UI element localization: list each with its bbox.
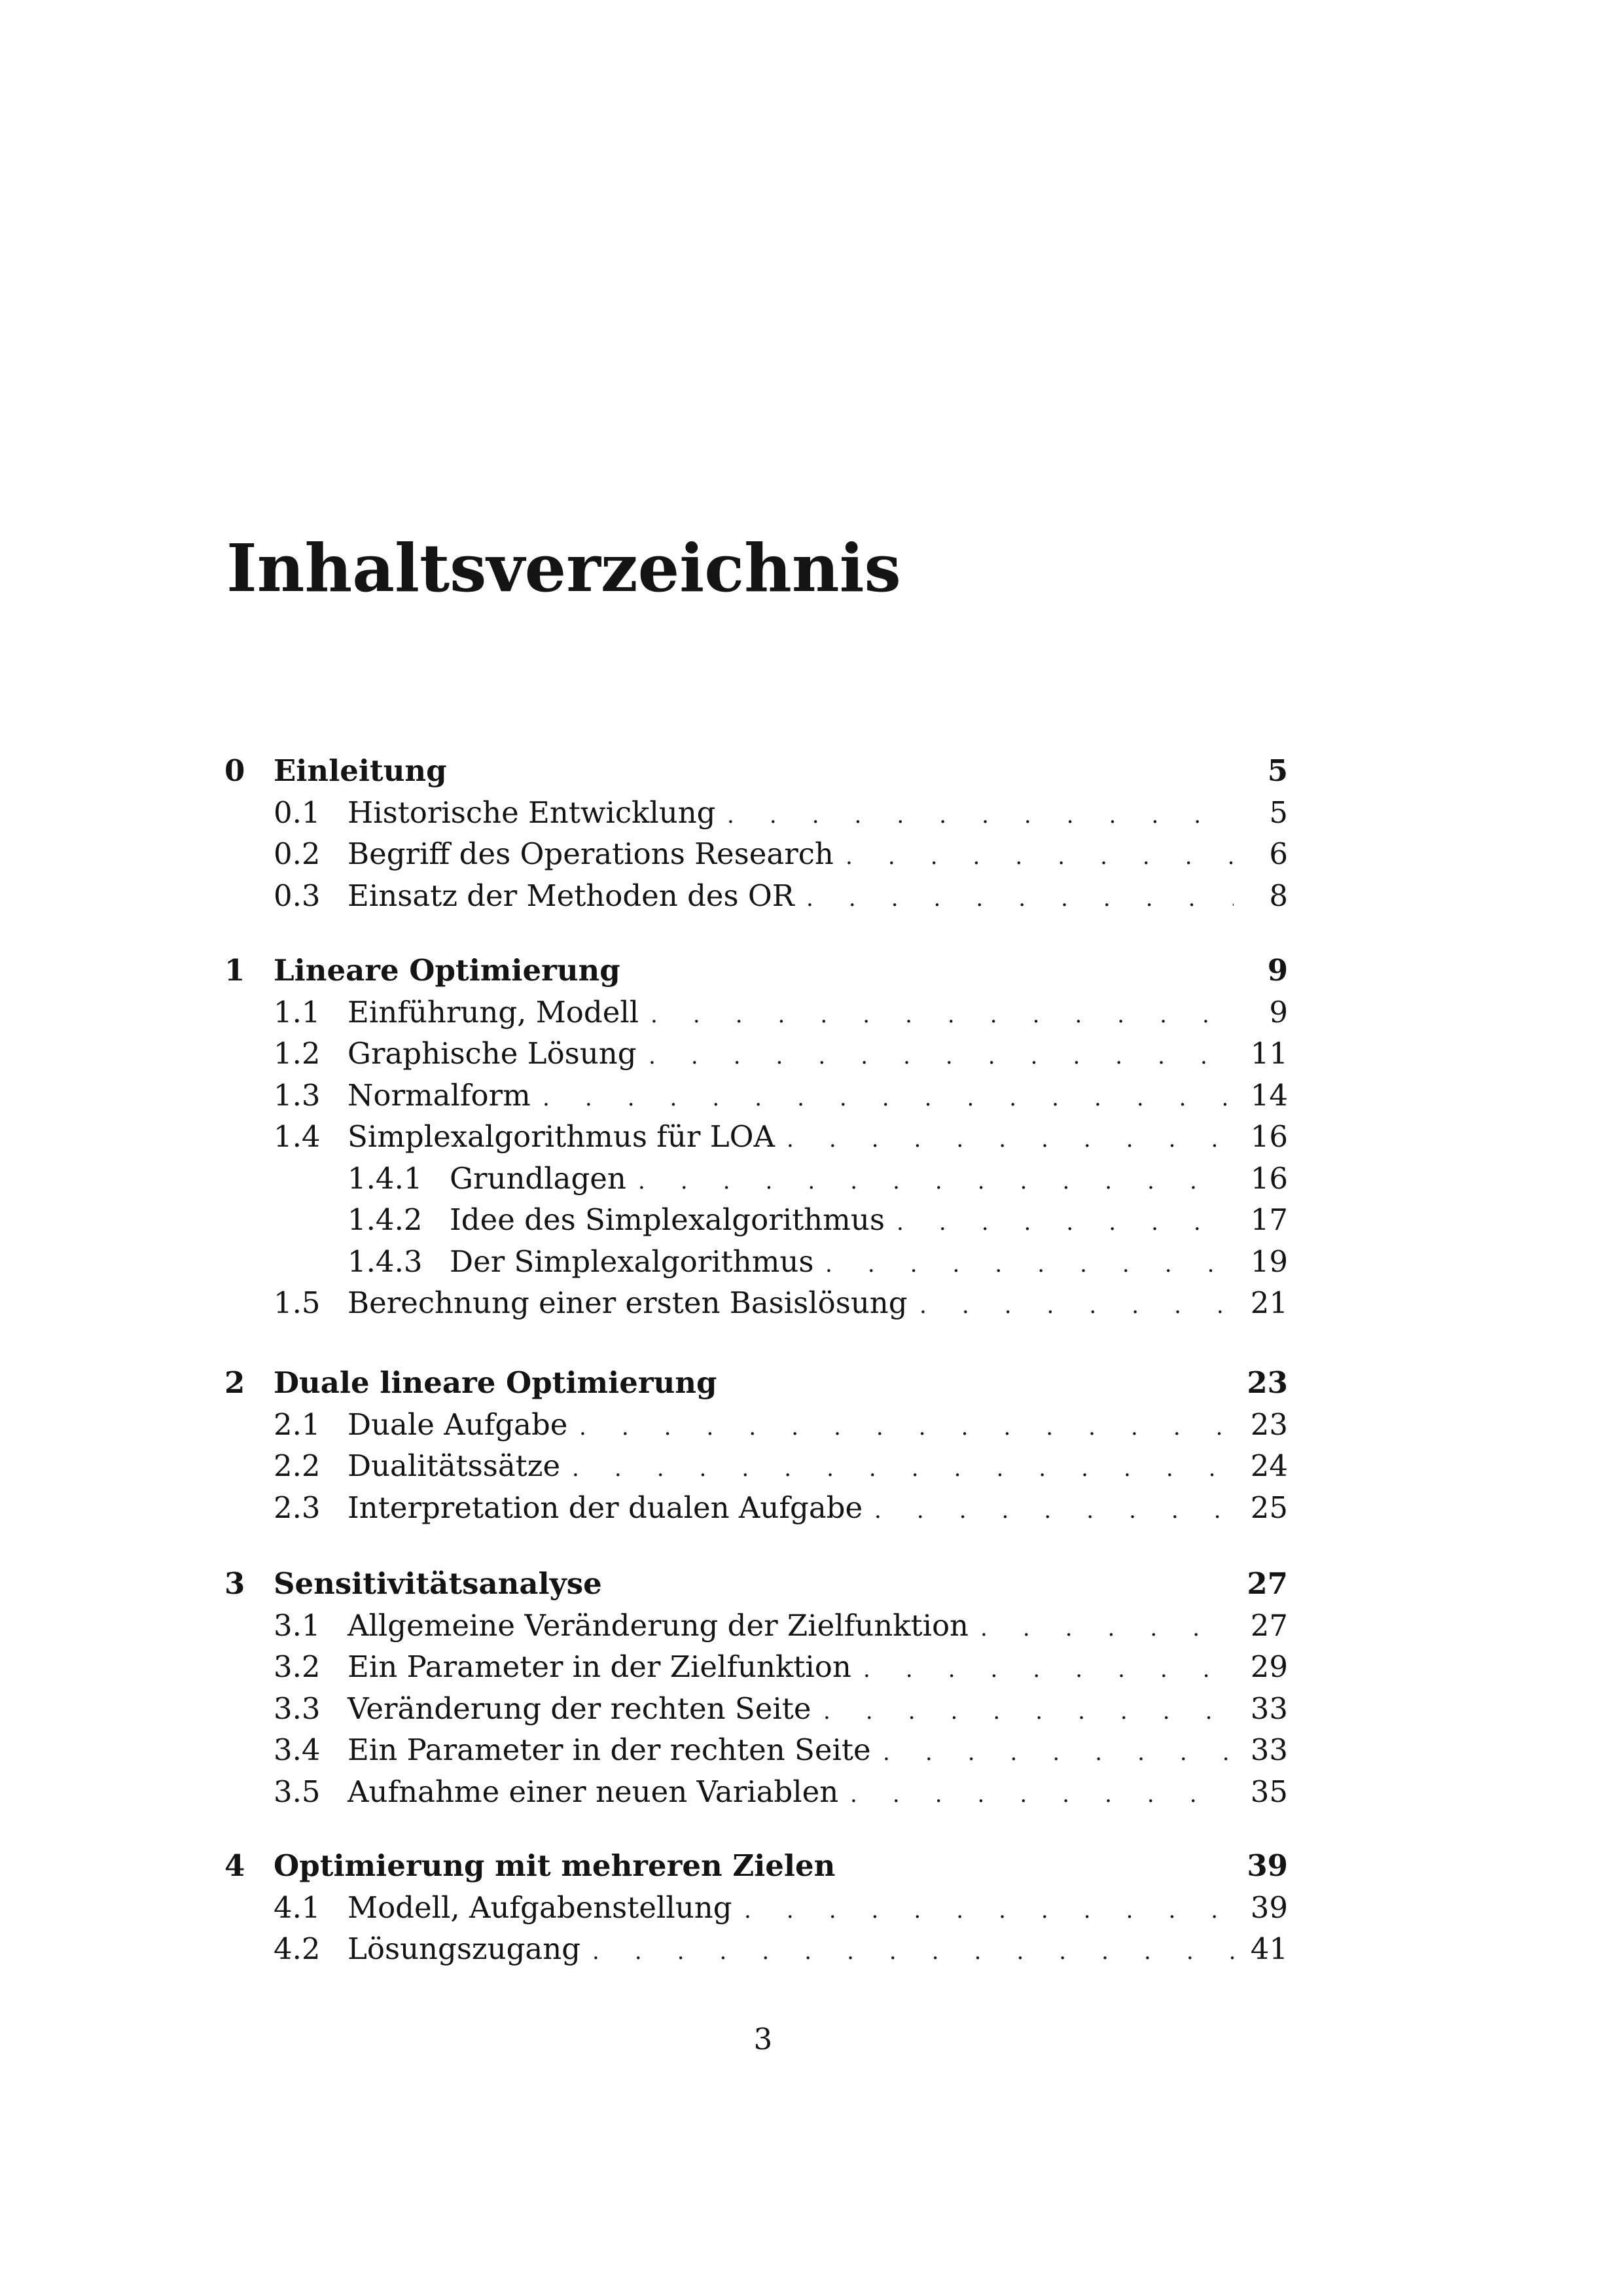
toc-section-entry[interactable] <box>0 836 1623 872</box>
toc-section-entry[interactable] <box>0 1774 1623 1810</box>
toc-section-page: 9 <box>1269 994 1288 1030</box>
dot-leader <box>638 1160 1234 1200</box>
toc-section-entry[interactable] <box>0 1607 1623 1644</box>
footer-page-number: 3 <box>753 2022 773 2056</box>
toc-section-entry[interactable] <box>0 1119 1623 1155</box>
dot-leader <box>980 1607 1234 1647</box>
toc-subsection-number: 1.4.3 <box>348 1244 423 1279</box>
toc-subsection-page: 19 <box>1250 1244 1288 1279</box>
toc-section-entry[interactable] <box>0 1407 1623 1443</box>
toc-section-number: 3.1 <box>274 1607 321 1643</box>
toc-section-entry[interactable] <box>0 994 1623 1031</box>
dot-leader <box>592 1931 1234 1970</box>
toc-section-entry[interactable] <box>0 1890 1623 1926</box>
toc-chapter-title: Einleitung <box>274 753 447 788</box>
toc-section-entry[interactable] <box>0 1649 1623 1685</box>
toc-section-number: 3.5 <box>274 1774 321 1809</box>
toc-section-number: 0.2 <box>274 836 321 871</box>
toc-section-title: Duale Aufgabe <box>348 1407 568 1442</box>
toc-subsection-title: Idee des Simplexalgorithmus <box>450 1202 885 1237</box>
toc-section-number: 2.1 <box>274 1407 321 1442</box>
toc-section-page: 24 <box>1250 1448 1288 1483</box>
toc-section-page: 35 <box>1250 1774 1288 1809</box>
toc-chapter-title: Optimierung mit mehreren Zielen <box>274 1848 836 1883</box>
toc-section-number: 2.3 <box>274 1490 321 1525</box>
dot-leader <box>883 1732 1234 1771</box>
toc-chapter-number: 0 <box>224 753 245 788</box>
toc-section-page: 5 <box>1269 795 1288 830</box>
toc-section-number: 0.1 <box>274 795 321 830</box>
dot-leader <box>649 1035 1234 1075</box>
toc-subsection-number: 1.4.2 <box>348 1202 423 1237</box>
toc-section-page: 29 <box>1250 1649 1288 1684</box>
toc-section-page: 16 <box>1250 1119 1288 1154</box>
toc-section-number: 4.1 <box>274 1890 321 1925</box>
toc-section-title: Modell, Aufgabenstellung <box>348 1890 732 1925</box>
toc-subsection-entry[interactable] <box>0 1244 1623 1280</box>
toc-section-title: Einsatz der Methoden des OR <box>348 878 794 913</box>
toc-chapter-title: Lineare Optimierung <box>274 953 620 988</box>
toc-section-entry[interactable] <box>0 1448 1623 1484</box>
dot-leader <box>897 1202 1234 1241</box>
page-title: Inhaltsverzeichnis <box>226 529 901 607</box>
toc-section-title: Ein Parameter in der Zielfunktion <box>348 1649 851 1684</box>
dot-leader <box>543 1077 1234 1117</box>
toc-section-page: 39 <box>1250 1890 1288 1925</box>
toc-section-page: 14 <box>1250 1077 1288 1113</box>
toc-section-number: 4.2 <box>274 1931 321 1966</box>
toc-chapter-number: 1 <box>224 953 245 988</box>
toc-section-number: 1.4 <box>274 1119 321 1154</box>
toc-section-title: Aufnahme einer neuen Variablen <box>348 1774 839 1809</box>
toc-chapter-title: Sensitivitätsanalyse <box>274 1566 602 1601</box>
toc-section-number: 3.4 <box>274 1732 321 1767</box>
toc-chapter-page: 5 <box>1267 753 1288 788</box>
toc-section-entry[interactable] <box>0 795 1623 831</box>
toc-subsection-title: Der Simplexalgorithmus <box>450 1244 814 1279</box>
toc-chapter-entry[interactable] <box>0 1848 1623 1884</box>
toc-chapter-entry[interactable] <box>0 1566 1623 1602</box>
toc-chapter-page: 9 <box>1267 953 1288 988</box>
toc-section-page: 33 <box>1250 1691 1288 1726</box>
dot-leader <box>850 1774 1234 1813</box>
dot-leader <box>572 1448 1234 1487</box>
toc-section-title: Berechnung einer ersten Basislösung <box>348 1285 908 1320</box>
toc-section-page: 23 <box>1250 1407 1288 1442</box>
toc-section-number: 3.2 <box>274 1649 321 1684</box>
toc-section-entry[interactable] <box>0 1732 1623 1768</box>
toc-section-page: 8 <box>1269 878 1288 913</box>
toc-section-title: Normalform <box>348 1077 531 1113</box>
toc-chapter-number: 3 <box>224 1566 245 1601</box>
toc-section-number: 3.3 <box>274 1691 321 1726</box>
toc-section-page: 41 <box>1250 1931 1288 1966</box>
dot-leader <box>651 994 1234 1033</box>
toc-subsection-page: 16 <box>1250 1160 1288 1196</box>
toc-section-title: Allgemeine Veränderung der Zielfunktion <box>348 1607 969 1643</box>
toc-section-page: 11 <box>1250 1036 1288 1071</box>
dot-leader <box>825 1244 1234 1283</box>
toc-section-number: 1.1 <box>274 994 321 1030</box>
toc-subsection-page: 17 <box>1250 1202 1288 1237</box>
toc-subsection-number: 1.4.1 <box>348 1160 423 1196</box>
toc-section-number: 1.2 <box>274 1036 321 1071</box>
toc-chapter-entry[interactable] <box>0 1365 1623 1401</box>
dot-leader <box>823 1691 1234 1730</box>
dot-leader <box>846 836 1234 875</box>
toc-chapter-entry[interactable] <box>0 952 1623 989</box>
toc-section-number: 1.3 <box>274 1077 321 1113</box>
toc-section-page: 21 <box>1250 1285 1288 1320</box>
dot-leader <box>744 1890 1234 1929</box>
dot-leader <box>806 878 1234 917</box>
dot-leader <box>787 1119 1234 1158</box>
toc-chapter-page: 39 <box>1247 1848 1288 1883</box>
toc-chapter-page: 27 <box>1247 1566 1288 1601</box>
toc-section-number: 0.3 <box>274 878 321 913</box>
toc-section-title: Interpretation der dualen Aufgabe <box>348 1490 863 1525</box>
toc-chapter-number: 2 <box>224 1365 245 1400</box>
toc-section-page: 27 <box>1250 1607 1288 1643</box>
toc-section-title: Ein Parameter in der rechten Seite <box>348 1732 871 1767</box>
toc-section-entry[interactable] <box>0 1691 1623 1727</box>
toc-section-entry[interactable] <box>0 1490 1623 1526</box>
dot-leader <box>874 1490 1234 1529</box>
dot-leader <box>579 1407 1234 1446</box>
toc-section-title: Einführung, Modell <box>348 994 639 1030</box>
toc-subsection-entry[interactable] <box>0 1202 1623 1238</box>
toc-section-page: 25 <box>1250 1490 1288 1525</box>
toc-section-entry[interactable] <box>0 1035 1623 1072</box>
dot-leader <box>919 1285 1234 1324</box>
toc-subsection-entry[interactable] <box>0 1160 1623 1197</box>
toc-section-entry[interactable] <box>0 1931 1623 1967</box>
toc-section-title: Veränderung der rechten Seite <box>348 1691 812 1726</box>
toc-subsection-title: Grundlagen <box>450 1160 626 1196</box>
toc-section-title: Dualitätssätze <box>348 1448 561 1483</box>
toc-section-title: Lösungszugang <box>348 1931 581 1966</box>
dot-leader <box>863 1649 1234 1688</box>
toc-section-number: 2.2 <box>274 1448 321 1483</box>
toc-section-title: Simplexalgorithmus für LOA <box>348 1119 775 1154</box>
toc-section-page: 6 <box>1269 836 1288 871</box>
toc-section-page: 33 <box>1250 1732 1288 1767</box>
toc-section-title: Historische Entwicklung <box>348 795 716 830</box>
toc-section-title: Begriff des Operations Research <box>348 836 834 871</box>
toc-section-entry[interactable] <box>0 878 1623 914</box>
toc-section-entry[interactable] <box>0 1077 1623 1114</box>
toc-section-title: Graphische Lösung <box>348 1036 637 1071</box>
toc-chapter-entry[interactable] <box>0 753 1623 789</box>
dot-leader <box>727 795 1234 834</box>
toc-chapter-title: Duale lineare Optimierung <box>274 1365 717 1400</box>
toc-section-number: 1.5 <box>274 1285 321 1320</box>
toc-section-entry[interactable] <box>0 1285 1623 1321</box>
toc-chapter-page: 23 <box>1247 1365 1288 1400</box>
toc-chapter-number: 4 <box>224 1848 245 1883</box>
